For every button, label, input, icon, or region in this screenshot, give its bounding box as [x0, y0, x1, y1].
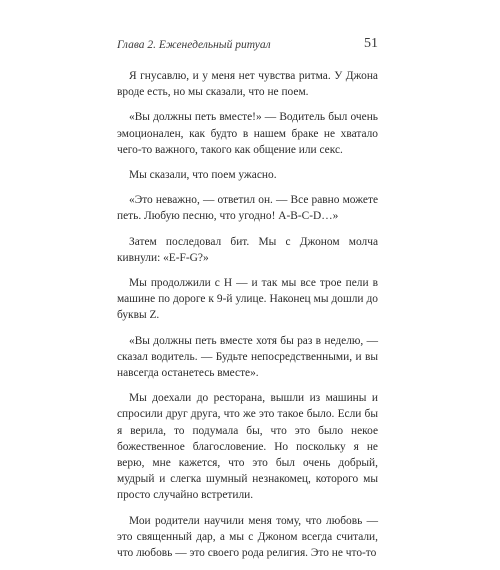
body-text — [117, 68, 378, 570]
paragraph: «Вы должны петь вместе хотя бы раз в неделю, — сказал водитель. — Будьте непосредственными, и вы навсегда останетесь вместе». — [117, 334, 378, 380]
page-header — [117, 36, 378, 56]
paragraph: «Это неважно, — ответил он. — Все равно можете петь. Любую песню, что угодно! A-B-C-D…» — [117, 194, 378, 223]
page-number: 51 — [364, 36, 378, 51]
paragraph: Мы доехали до ресторана, вышли из машины и спросили друг друга, что же это такое было. Если бы я верила, то подумала бы, что это было некое божественное благословение. Но поскольку я не верю, мне кажется, что это был очень добрый, мудрый и слегка шумный незнакомец, которого мы просто случайно встретили. — [117, 392, 378, 502]
running-head: Глава 2. Еженедельный ритуал — [117, 39, 271, 51]
paragraph: Мои родители научили меня тому, что любовь — это священный дар, а мы с Джоном всегда считали, что любовь — это своего рода религия. Это не что-то — [117, 514, 378, 560]
paragraph: Мы продолжили с H — и так мы все трое пели в машине по дороге к 9-й улице. Наконец мы дошли до буквы Z. — [117, 277, 378, 322]
paragraph: Мы сказали, что поем ужасно. — [129, 169, 277, 182]
paragraph: Затем последовал бит. Мы с Джоном молча кивнули: «E-F-G?» — [117, 235, 378, 264]
paragraph: Я гнусавлю, и у меня нет чувства ритма. У Джона вроде есть, но мы сказали, что не поем. — [117, 70, 378, 99]
paragraph: «Вы должны петь вместе!» — Водитель был очень эмоционален, как будто в нашем браке не хватало чего-то важного, такого как общение или секс. — [117, 111, 378, 156]
